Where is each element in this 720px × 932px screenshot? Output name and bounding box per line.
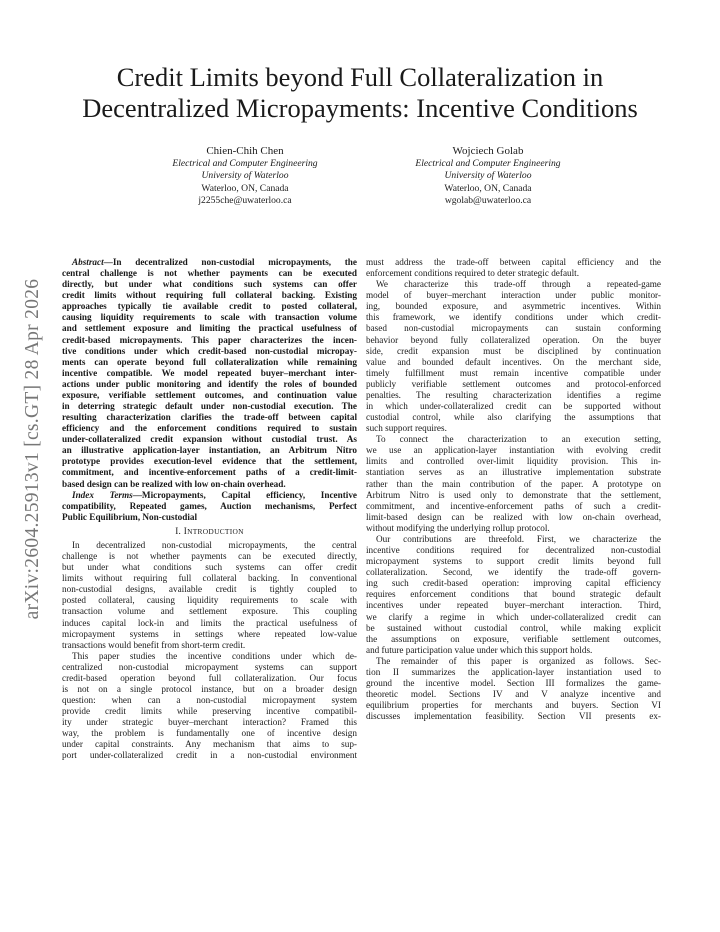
text-line: an illustrative application-layer instantiation, an Arbitrum Nitro bbox=[62, 445, 357, 456]
author-name: Chien-Chih Chen bbox=[206, 145, 284, 157]
text-line: provide credit limits while preserving incentive compatibil- bbox=[62, 706, 357, 717]
text-line: In decentralized non-custodial micropayments, the central bbox=[72, 539, 357, 550]
text-line: posted collateral, causing liquidity requirements to scale with bbox=[62, 595, 357, 606]
text-line bbox=[62, 257, 357, 268]
index-terms bbox=[62, 490, 357, 523]
text-line: ing such credit-based operation: improving capital efficiency bbox=[366, 578, 661, 589]
text-line: tive conditions under which credit-based non-custodial micropay- bbox=[62, 345, 357, 356]
text-line bbox=[62, 490, 357, 501]
title-line-1: Credit Limits beyond Full Collateralization in bbox=[116, 62, 604, 92]
text-line: ground the incentive model. Section III formalizes the game- bbox=[366, 677, 661, 688]
author-name: Wojciech Golab bbox=[452, 145, 524, 157]
text-line: this framework, we identify conditions under which credit- bbox=[366, 312, 661, 323]
text-line: commitment, and incentive-enforcement paths of such a credit- bbox=[366, 500, 661, 511]
text-line: stantiation serves as an illustrative implementation substrate bbox=[366, 467, 661, 478]
text-line: induces capital lock-in and limits the practical usefulness of bbox=[62, 617, 357, 628]
text-line: approaches typically tie available credit to posted collateral, bbox=[62, 301, 357, 312]
text-line: without modifying the underlying rollup protocol. bbox=[366, 522, 550, 533]
text-line: Our contributions are threefold. First, we characterize the bbox=[376, 533, 661, 544]
text-line: collateralization. Second, we identify the trade-off govern- bbox=[366, 567, 661, 578]
text-line: publicly verifiable settlement outcomes and protocol-enforced bbox=[366, 378, 661, 389]
text-line: limits without requiring full collateral backing. In conventional bbox=[62, 573, 357, 584]
text-line: the assumptions on exposure, verifiable settlement outcomes, bbox=[366, 633, 661, 644]
text-line: theoretic model. Sections IV and V analyze incentive and bbox=[366, 689, 661, 700]
text-line: in deterring strategic default under non-custodial execution. The bbox=[62, 401, 357, 412]
text-line: efficiency and the enforcement conditions required to sustain bbox=[62, 423, 357, 434]
text-line: must address the trade-off between capital efficiency and the bbox=[366, 257, 661, 267]
text-line: incentive conditions required for decentralized non-custodial bbox=[366, 545, 661, 556]
text-line: prototype provides execution-level evidence that the settlement, bbox=[62, 456, 357, 467]
text-line: side, credit expansion must be disciplined by continuation bbox=[366, 345, 661, 356]
right-column bbox=[366, 257, 661, 722]
text-line: Public Equilibrium, Non-custodial bbox=[62, 511, 198, 522]
text-line: centralized non-custodial micropayment systems can support bbox=[62, 661, 357, 672]
abstract-label: Abstract bbox=[72, 257, 104, 267]
text-line: ity under strategic buyer–merchant interaction? Framed this bbox=[62, 717, 357, 728]
text-line: To connect the characterization to an execution setting, bbox=[376, 434, 661, 445]
text-line: credit limits without requiring full collateral backing. Existing bbox=[62, 290, 357, 301]
text-line: based non-custodial micropayments can sustain conforming bbox=[366, 323, 661, 334]
text-line: but under what conditions such systems can offer credit bbox=[62, 562, 357, 573]
author-email: j2255che@uwaterloo.ca bbox=[198, 194, 292, 206]
text-line: is not on a single protocol instance, but on a broader design bbox=[62, 683, 357, 694]
text-line: and settlement exposure and limiting the practical usefulness of bbox=[62, 323, 357, 334]
text-line: rather than the main contribution of the paper. A prototype on bbox=[366, 478, 661, 489]
text-line: enforcement conditions required to deter strategic default. bbox=[366, 268, 580, 279]
author-univ: University of Waterloo bbox=[444, 170, 532, 182]
text-line: actions under public monitoring and identify the roles of bounded bbox=[62, 378, 357, 389]
text-line: limits and controlled over-limit liquidity provision. This in- bbox=[366, 456, 661, 467]
text-line: ments can operate beyond full collateralization while remaining bbox=[62, 356, 357, 367]
text-line: based design can be realized with low on-chain overhead. bbox=[62, 478, 286, 489]
author-city: Waterloo, ON, Canada bbox=[444, 182, 532, 194]
text-line: port under-collateralized credit in a non-custodial environment bbox=[62, 750, 357, 761]
text-line: resulting characterization clarifies the trade-off between capital bbox=[62, 412, 357, 423]
text-line: tion II summarizes the application-layer instantiation used to bbox=[366, 666, 661, 677]
author-block-2 bbox=[358, 144, 618, 207]
text-line: equilibrium properties for merchants and buyers. Section VI bbox=[366, 700, 661, 711]
text-line: non-custodial designs, available credit is tightly coupled to bbox=[62, 584, 357, 595]
author-univ: University of Waterloo bbox=[201, 170, 289, 182]
text-line: model of buyer–merchant interaction under public monitor- bbox=[366, 290, 661, 301]
author-email: wgolab@uwaterloo.ca bbox=[444, 194, 532, 206]
title-line-2: Decentralized Micropayments: Incentive Conditions bbox=[82, 93, 638, 123]
author-dept: Electrical and Computer Engineering bbox=[172, 158, 318, 169]
text-line: micropayment systems in settings where repeated low-value bbox=[62, 628, 357, 639]
text-line: under-collateralized credit expansion without custodial trust. As bbox=[62, 434, 357, 445]
arxiv-id: arXiv:2604.25913v1 [cs.GT] 28 Apr 2026 bbox=[22, 278, 43, 620]
text-line: penalties. The resulting characterization identifies a regime bbox=[366, 389, 661, 400]
text-line: in which under-collateralized credit can be supported without bbox=[366, 401, 661, 412]
text-line: micropayment systems to support credit limits beyond full bbox=[366, 556, 661, 567]
text-line: requires enforcement conditions that bound strategic default bbox=[366, 589, 661, 600]
text-line: credit-based micropayments. This paper characterizes the incen- bbox=[62, 334, 357, 345]
text-line: value and bounded default incentives. On the merchant side, bbox=[366, 356, 661, 367]
text-line: be sustained without custodial control, while making explicit bbox=[366, 622, 661, 633]
text-line: central challenge is not whether payments can be executed bbox=[62, 268, 357, 279]
text-line: We characterize this trade-off through a repeated-game bbox=[376, 279, 661, 290]
author-block-1 bbox=[115, 144, 375, 207]
text-line: compatibility, Repeated games, Auction mechanisms, Perfect bbox=[62, 500, 357, 511]
text-line: incentives under repeated buyer–merchant interaction. Third, bbox=[366, 600, 661, 611]
text-line: challenge is not whether payments can be executed directly, bbox=[62, 551, 357, 562]
text-run: —Micropayments, Capital efficiency, Incentive bbox=[132, 489, 357, 500]
text-line: question: when can a non-custodial micropayment system bbox=[62, 695, 357, 706]
text-line: credit-based operation beyond full collateralization. Our focus bbox=[62, 672, 357, 683]
text-line: way, the problem is fundamentally one of incentive design bbox=[62, 728, 357, 739]
text-line: incentive compatible. We model repeated buyer–merchant inter- bbox=[62, 367, 357, 378]
text-line: Arbitrum Nitro is used only to demonstrate that the settlement, bbox=[366, 489, 661, 500]
text-line: behavior beyond fully collateralized operation. On the buyer bbox=[366, 334, 661, 345]
text-line: limit-based design can be realized with low on-chain overhead, bbox=[366, 511, 661, 522]
text-line: custodial control, while also clarifying the assumptions that bbox=[366, 412, 661, 423]
arxiv-watermark bbox=[18, 256, 48, 642]
text-line: we use an application-layer instantiation with evolving credit bbox=[366, 445, 661, 456]
text-line: under capital constraints. Any mechanism that aims to sup- bbox=[62, 739, 357, 750]
text-line: such support requires. bbox=[366, 423, 447, 434]
author-dept: Electrical and Computer Engineering bbox=[415, 158, 561, 169]
text-line: timely fulfillment must remain incentive compatible under bbox=[366, 367, 661, 378]
text-line: causing liquidity requirements to scale with transaction volume bbox=[62, 312, 357, 323]
text-line: discusses implementation feasibility. Section VII presents ex- bbox=[366, 711, 661, 722]
text-line: This paper studies the incentive conditions under which de- bbox=[72, 650, 357, 661]
text-line: transaction volume and settlement exposure. This coupling bbox=[62, 606, 357, 617]
abstract bbox=[62, 257, 357, 490]
index-terms-label: Index Terms bbox=[72, 489, 133, 500]
text-line: directly, but under what conditions such systems can offer bbox=[62, 279, 357, 290]
author-city: Waterloo, ON, Canada bbox=[201, 182, 289, 194]
text-line: The remainder of this paper is organized as follows. Sec- bbox=[376, 655, 661, 666]
introduction-text bbox=[62, 540, 357, 762]
text-line: exposure, verifiable settlement outcomes, and continuation value bbox=[62, 389, 357, 400]
text-line: commitment, and incentive-enforcement paths of a credit-limit- bbox=[62, 467, 357, 478]
right-column-text bbox=[366, 257, 661, 722]
text-run: —In decentralized non-custodial micropayments, the bbox=[103, 257, 357, 267]
text-line: we clarify a regime in which under-collateralized credit can bbox=[366, 611, 661, 622]
paper-title bbox=[40, 62, 680, 124]
text-line: ing, bounded exposure, and asymmetric incentives. Within bbox=[366, 301, 661, 312]
text-line: transactions would benefit from short-term credit. bbox=[62, 639, 246, 650]
section-heading: I. INTRODUCTION bbox=[175, 525, 244, 536]
text-line: and future participation value under which this support holds. bbox=[366, 644, 593, 655]
left-column bbox=[62, 257, 357, 762]
